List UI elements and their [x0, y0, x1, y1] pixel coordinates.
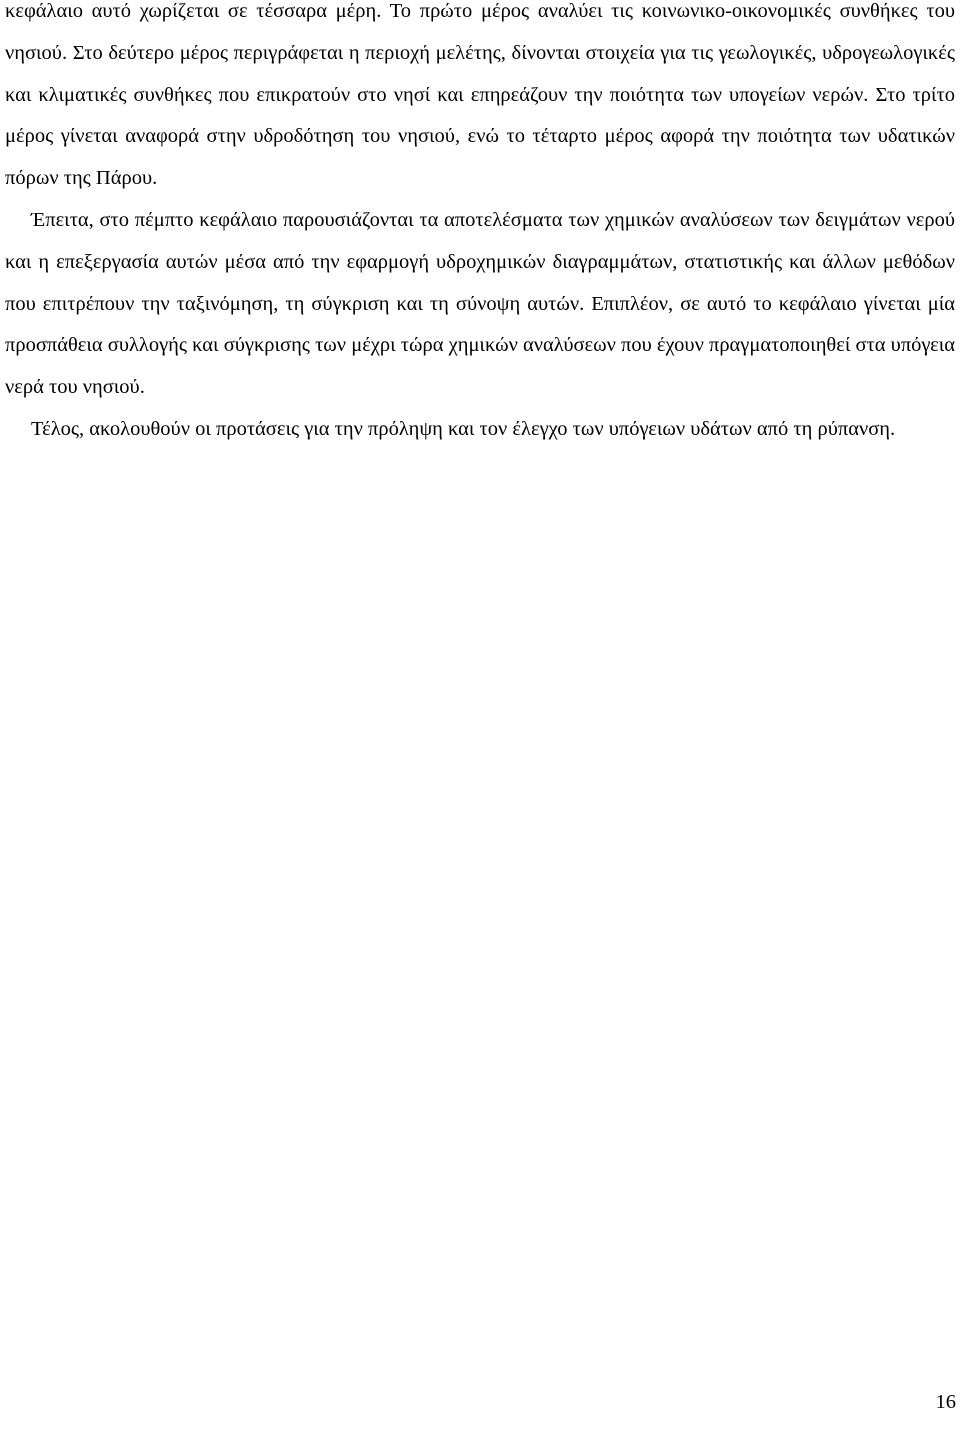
body-paragraph-2: Έπειτα, στο πέμπτο κεφάλαιο παρουσιάζονται τα αποτελέσματα των χημικών αναλύσεων των δειγμάτων νερού και η επεξεργασία αυτών μέσα από την εφαρμογή υδροχημικών διαγραμμάτων, στατιστικής και άλλων μεθόδων που επιτρέπουν την ταξινόμηση, τη σύγκριση και τη σύνοψη αυτών. Επιπλέον, σε αυτό το κεφάλαιο γίνεται μία προσπάθεια συλλογής και σύγκρισης των μέχρι τώρα χημικών αναλύσεων που έχουν πραγματοποιηθεί στα υπόγεια νερά του νησιού.	[5, 208, 955, 399]
body-paragraph-3: Τέλος, ακολουθούν οι προτάσεις για την πρόληψη και τον έλεγχο των υπόγειων υδάτων από τη ρύπανση.	[31, 417, 896, 440]
page-number: 16	[935, 1391, 956, 1413]
document-page	[5, 0, 955, 451]
body-paragraph-1: κεφάλαιο αυτό χωρίζεται σε τέσσαρα μέρη. Το πρώτο μέρος αναλύει τις κοινωνικο-οικονομικές συνθήκες του νησιού. Στο δεύτερο μέρος περιγράφεται η περιοχή μελέτης, δίνονται στοιχεία για τις γεωλογικές, υδρογεωλογικές και κλιματικές συνθήκες που επικρατούν στο νησί και επηρεάζουν την ποιότητα των υπογείων νερών. Στο τρίτο μέρος γίνεται αναφορά στην υδροδότηση του νησιού, ενώ το τέταρτο μέρος αφορά την ποιότητα των υδατικών πόρων της Πάρου.	[5, 0, 955, 190]
